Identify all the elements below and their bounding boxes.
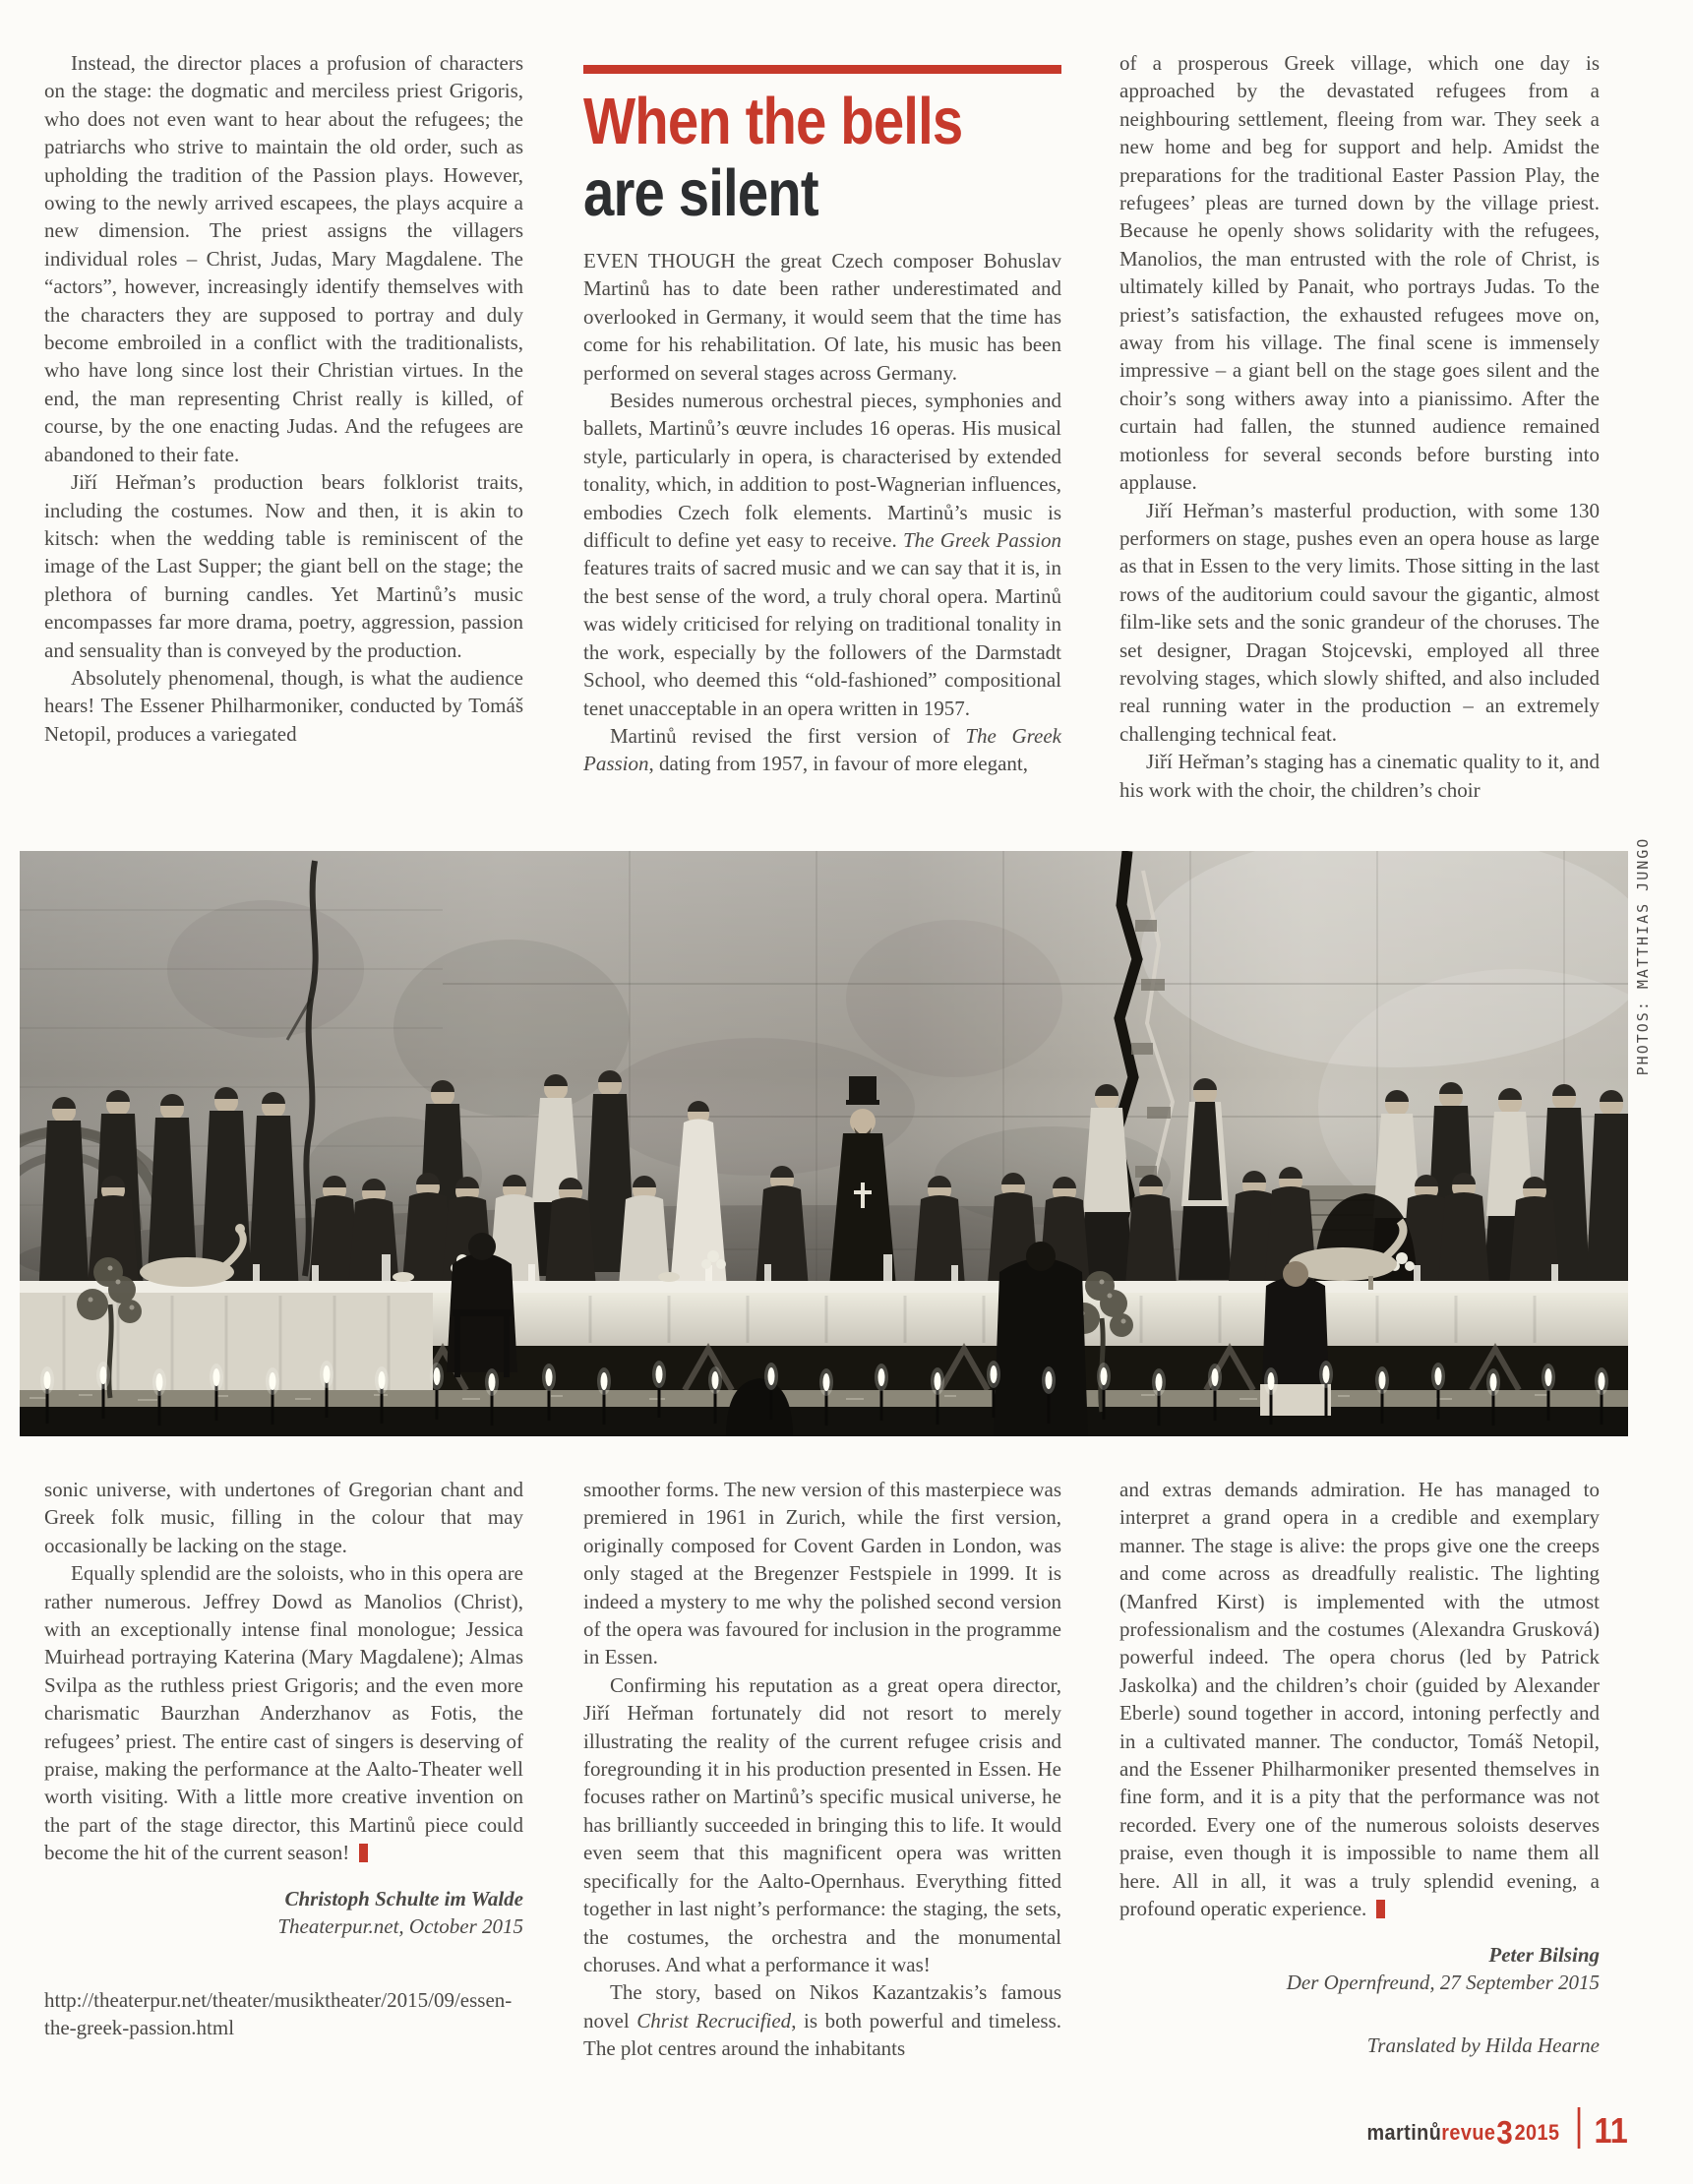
text-run: and extras demands admiration. He has managed to interpret a grand opera in a credible and exemplary manner. The stage is alive: the props give one the creeps and come across as dreadfully realistic. The lighting (Manfred Kirst) is implemented with the utmost professionalism and the costumes (Alexandra Grusková) powerful indeed. The opera chorus (led by Patrick Jaskolka) and the children’s choir (guided by Alexander Eberle) sound together in accord, intoning perfectly and in a cultivated manner. The conductor, Tomáš Netopil, and the Essener Philharmoniker presented themselves in fine form, and it is a pity that the performance was not recorded. Every one of the numerous soloists deserves praise, even though it is impossible to name them all here. All in all, it was a truly splendid evening, a profound operatic experience. xyxy=(1119,1478,1600,1921)
paragraph xyxy=(583,247,1061,387)
footer-issue-year: 2015 xyxy=(1514,2120,1560,2145)
text-run: Jiří Heřman’s staging has a cinematic quality to it, and his work with the choir, the children’s choir xyxy=(1119,750,1600,802)
column-left-bottom-text xyxy=(44,1476,523,1941)
page-title xyxy=(583,86,1062,229)
page-footer xyxy=(1367,2107,1628,2149)
text-run: , dating from 1957, in favour of more elegant, xyxy=(648,752,1028,776)
text-run: , is both powerful and timeless. The plot centres around the inhabitants xyxy=(583,2008,1062,2061)
column-right-bottom xyxy=(1119,1476,1600,2060)
text-run: sonic universe, with undertones of Gregorian chant and Greek folk music, filling in the colour that may occasionally be lacking on the stage. xyxy=(44,1478,523,1557)
text-run: Confirming his reputation as a great opera director, Jiří Heřman fortunately did not resort to merely illustrating the reality of the current refugee crisis and foregrounding it in his production presented in Essen. He focuses rather on Martinů’s specific musical universe, he has brilliantly succeeded in bringing this to life. It would even seem that this magnificent opera was written specifically for the Aalto-Opernhaus. Everything fitted together in last night’s performance: the staging, the sets, the costumes, the orchestra and the monumental choruses. And what a performance it was! xyxy=(583,1672,1061,1976)
end-of-article-mark xyxy=(359,1844,368,1862)
column-middle-top-body xyxy=(583,247,1061,778)
text-run: EVEN THOUGH the great Czech composer Bohuslav Martinů has to date been rather underestimated and overlooked in Germany, it would seem that the time has come for his rehabilitation. Of late, his music has been performed on several stages across Germany. xyxy=(583,249,1061,385)
text-run: Theaterpur.net, October 2015 xyxy=(277,1914,523,1939)
paragraph xyxy=(1119,497,1600,749)
text-run: Jiří Heřman’s production bears folklorist traits, including the costumes. Now and then, it is akin to kitsch: when the wedding table is reminiscent of the image of the Last Supper; the giant bell on the stage; the plethora of burning candles. Yet Martinů’s music encompasses far more drama, poetry, aggression, passion and sensuality than is conveyed by the production. xyxy=(44,470,523,662)
text-run: Christoph Schulte im Walde xyxy=(284,1886,523,1911)
paragraph xyxy=(44,49,523,468)
paragraph xyxy=(1119,1476,1600,1923)
stage-photo-illustration xyxy=(20,851,1628,1436)
text-run: Christ Recrucified xyxy=(636,2008,792,2032)
column-left-top xyxy=(44,49,523,748)
paragraph xyxy=(583,1476,1061,1671)
headline-rule xyxy=(583,65,1061,74)
text-run: Translated by Hilda Hearne xyxy=(1366,2033,1600,2058)
paragraph xyxy=(583,1978,1061,2062)
page-title-line1: When the bells xyxy=(583,85,963,158)
paragraph xyxy=(1119,1941,1600,1969)
text-run: Besides numerous orchestral pieces, symphonies and ballets, Martinů’s œuvre includes 16 operas. His musical style, particularly in opera, is characterised by extended tonality, which, in addition to post-Wagnerian influences, embodies Czech folk elements. Martinů’s music is difficult to define yet easy to receive. xyxy=(583,389,1061,553)
text-run: Martinů revised the first version of xyxy=(610,723,966,748)
paragraph xyxy=(583,1671,1061,1978)
footer-divider xyxy=(1578,2107,1581,2149)
text-run: Instead, the director places a profusion of characters on the stage: the dogmatic and merciless priest Grigoris, who does not even want to hear about the refugees; the patriarchs who strive to maintain the old order, such as upholding the tradition of the Passion plays. However, owing to the newly arrived escapees, the plays acquire a new dimension. The priest assigns the villagers individual roles – Christ, Judas, Mary Magdalene. The “actors”, however, increasingly identify themselves with the characters they are supposed to portray and duly become embroiled in a conflict with the traditionalists, who have long since lost their Christian virtues. In the end, the man representing Christ really is killed, of course, by the one enacting Judas. And the refugees are abandoned to their fate. xyxy=(44,51,523,466)
text-run: Absolutely phenomenal, though, is what the audience hears! The Essener Philharmoniker, conducted by Tomáš Netopil, produces a variegated xyxy=(44,665,523,746)
column-left-bottom xyxy=(44,1476,523,2041)
text-run: of a prosperous Greek village, which one day is approached by the devastated refugees from a neighbouring settlement, fleeing from war. They seek a new home and beg for support and help. Amidst the preparations for the traditional Easter Passion Play, the refugees’ pleas are turned down by the village priest. Because he openly shows solidarity with the refugees, Manolios, the man entrusted with the role of Christ, is ultimately killed by Panait, who portrays Judas. To the priest’s satisfaction, the exhausted refugees move on, away from his village. The final scene is immensely impressive – a giant bell on the stage goes silent and the choir’s song withers away into a pianissimo. After the curtain had fallen, the stunned audience remained motionless for several seconds before bursting into applause. xyxy=(1119,51,1600,495)
paragraph xyxy=(44,468,523,664)
article-url[interactable] xyxy=(44,1986,523,2042)
text-run: Jiří Heřman’s masterful production, with some 130 performers on stage, pushes even an opera house as large as that in Essen to the very limits. Those sitting in the last rows of the auditorium could savour the gigantic, almost film-like sets and the sonic grandeur of the choruses. The set designer, Dragan Stojcevski, employed all three revolving stages, which slowly shifted, and also included real running water in the production – an extremely challenging technical feat. xyxy=(1119,498,1600,746)
stage-photo xyxy=(20,851,1628,1436)
paragraph xyxy=(1119,49,1600,497)
column-middle-bottom xyxy=(583,1476,1061,2063)
footer-brand-revue: revue xyxy=(1441,2120,1496,2145)
text-run: features traits of sacred music and we can say that it is, in the best sense of the word, a truly choral opera. Martinů was widely criticised for relying on traditional tonality in the work, especially by the followers of the Darmstadt School, who deemed this “old-fashioned” compositional tenet unacceptable in an opera written in 1957. xyxy=(583,556,1061,720)
column-middle-top xyxy=(583,43,1061,778)
paragraph xyxy=(44,664,523,748)
footer-brand-martinu: martinů xyxy=(1366,2120,1442,2145)
paragraph xyxy=(583,722,1061,778)
text-run: Der Opernfreund, 27 September 2015 xyxy=(1286,1970,1600,1994)
page-title-line2: are silent xyxy=(583,156,818,230)
photo-credit: PHOTOS: MATTHIAS JUNGO xyxy=(1634,836,1652,1076)
footer-issue-number: 3 xyxy=(1496,2114,1513,2151)
paragraph xyxy=(1119,1969,1600,1996)
paragraph xyxy=(583,387,1061,722)
paragraph xyxy=(44,1476,523,1559)
photo-kneeling-figure-large xyxy=(994,1242,1088,1436)
paragraph xyxy=(44,1912,523,1940)
text-run: The Greek Passion xyxy=(583,723,1061,776)
footer-page-number: 11 xyxy=(1594,2110,1628,2151)
text-run: Peter Bilsing xyxy=(1488,1942,1600,1967)
paragraph xyxy=(44,1559,523,1866)
headline-wrap xyxy=(583,86,1062,229)
paragraph xyxy=(44,1885,523,1912)
text-run: Equally splendid are the soloists, who in this opera are rather numerous. Jeffrey Dowd as Manolios (Christ), with an exceptionally intense final monologue; Jessica Muirhead portraying Katerina (Mary Magdalene); Almas Svilpa as the ruthless priest Grigoris; and the even more charismatic Baurzhan Anderzhanov as Fotis, the refugees’ priest. The entire cast of singers is deserving of praise, making the performance at the Aalto-Theater well worth visiting. With a little more creative invention on the part of the stage director, this Martinů piece could become the hit of the current season! xyxy=(44,1561,523,1865)
paragraph xyxy=(1119,2032,1600,2059)
text-run: The Greek Passion xyxy=(902,528,1062,553)
text-run: smoother forms. The new version of this masterpiece was premiered in 1961 in Zurich, while the first version, originally composed for Covent Garden in London, was only staged at the Bregenzer Festspiele in 1999. It is indeed a mystery to me why the polished second version of the opera was favoured for inclusion in the programme in Essen. xyxy=(583,1478,1061,1669)
end-of-article-mark xyxy=(1376,1900,1385,1918)
column-right-top xyxy=(1119,49,1600,804)
paragraph xyxy=(1119,748,1600,804)
text-run: The story, based on Nikos Kazantzakis’s famous novel xyxy=(583,1980,1061,2032)
article-url-text[interactable]: http://theaterpur.net/theater/musiktheater/2015/09/essen-the-greek-passion.html xyxy=(44,1987,513,2039)
